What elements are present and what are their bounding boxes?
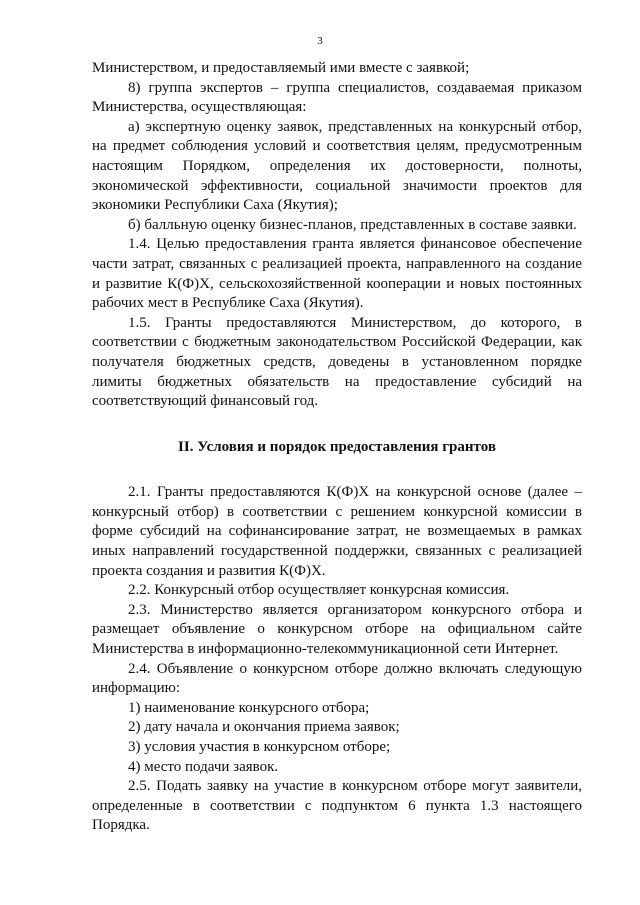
- paragraph: 1.4. Целью предоставления гранта является финансовое обеспечение части затрат, связанных с реализацией проекта, направленного на создание и развитие К(Ф)Х, сельскохозяйственной кооперации и новых постоянных рабочих мест в Республике Саха (Якутия).: [92, 236, 582, 312]
- list-item: 1) наименование конкурсного отбора;: [128, 699, 370, 716]
- paragraph: 2.2. Конкурсный отбор осуществляет конкурсная комиссия.: [128, 582, 510, 599]
- paragraph: Министерством, и предоставляемый ими вместе с заявкой;: [92, 60, 470, 76]
- paragraph: 2.3. Министерство является организатором конкурсного отбора и размещает объявление о конкурсном отборе на официальном сайте Министерства в информационно-телекоммуникационной сети Интернет.: [92, 601, 582, 658]
- list-item: 4) место подачи заявок.: [128, 758, 279, 775]
- paragraph: 8) группа экспертов – группа специалистов, создаваемая приказом Министерства, осуществляющая:: [92, 79, 582, 116]
- paragraph: б) балльную оценку бизнес-планов, представленных в составе заявки.: [128, 216, 577, 233]
- document-body: [92, 59, 582, 836]
- page-number: 3: [317, 35, 323, 47]
- list-item: 3) условия участия в конкурсном отборе;: [128, 739, 391, 755]
- paragraph: 2.5. Подать заявку на участие в конкурсном отборе могут заявители, определенные в соответствии с подпунктом 6 пункта 1.3 настоящего Порядка.: [92, 778, 582, 834]
- section-heading: II. Условия и порядок предоставления грантов: [178, 438, 496, 455]
- paragraph: 2.4. Объявление о конкурсном отборе должно включать следующую информацию:: [92, 660, 582, 697]
- paragraph: 1.5. Гранты предоставляются Министерством, до которого, в соответствии с бюджетным законодательством Российской Федерации, как получателя бюджетных средств, доведены в установленном порядке лимиты бюджетных обязательств на предоставление субсидий на соответствующий финансовый год.: [92, 314, 582, 410]
- list-item: 2) дату начала и окончания приема заявок;: [128, 719, 400, 736]
- paragraph: а) экспертную оценку заявок, представленных на конкурсный отбор, на предмет соблюдения условий и соответствия целям, предусмотренным настоящим Порядком, определения их достоверности, полноты, экономической эффективности, социальной значимости проектов для экономики Республики Саха (Якутия);: [92, 118, 582, 214]
- paragraph: 2.1. Гранты предоставляются К(Ф)Х на конкурсной основе (далее – конкурсный отбор) в соответствии с решением конкурсной комиссии в форме субсидий на софинансирование затрат, не возмещаемых в рамках иных направлений государственной поддержки, связанных с реализацией проекта создания и развития К(Ф)Х.: [92, 484, 582, 579]
